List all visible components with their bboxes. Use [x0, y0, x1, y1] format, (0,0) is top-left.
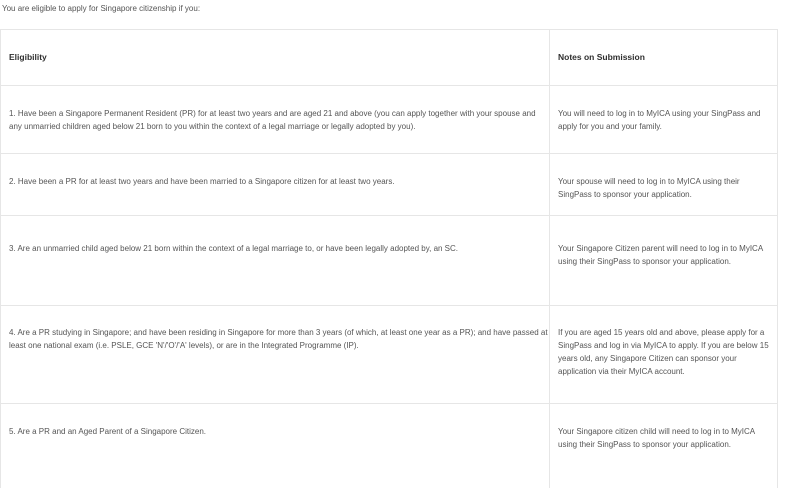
table-border-left: [0, 29, 1, 488]
row-2-eligibility: 2. Have been a PR for at least two years and have been married to a Singapore citizen for at least two years.: [9, 177, 395, 186]
row-4-notes: If you are aged 15 years old and above, please apply for a SingPass and log in via MyICA to apply. If you are below 15 years old, any Singapore Citizen can sponsor your application via their MyICA account.: [558, 328, 769, 376]
row-3-notes: Your Singapore Citizen parent will need to log in to MyICA using their SingPass to sponsor your application.: [558, 244, 763, 266]
row-divider: [0, 215, 778, 216]
row-divider: [0, 403, 778, 404]
intro-text: You are eligible to apply for Singapore citizenship if you:: [2, 4, 201, 13]
column-divider: [549, 29, 550, 488]
row-5-notes: Your Singapore citizen child will need to log in to MyICA using their SingPass to sponsor your application.: [558, 427, 755, 449]
row-1-notes: You will need to log in to MyICA using your SingPass and apply for you and your family.: [558, 109, 761, 131]
eligibility-table: [0, 29, 778, 488]
row-5-eligibility: 5. Are a PR and an Aged Parent of a Singapore Citizen.: [9, 427, 207, 436]
header-notes: Notes on Submission: [558, 52, 645, 62]
row-divider: [0, 153, 778, 154]
row-1-eligibility: 1. Have been a Singapore Permanent Resident (PR) for at least two years and are aged 21 and above (you can apply together with your spouse and any unmarried children aged below 21 born to you within the context of a legal marriage or legally adopted by you).: [9, 109, 536, 131]
header-eligibility: Eligibility: [9, 52, 47, 62]
row-3-eligibility: 3. Are an unmarried child aged below 21 born within the context of a legal marriage to, or have been legally adopted by, an SC.: [9, 244, 459, 253]
table-border-right: [777, 29, 778, 488]
row-4-eligibility: 4. Are a PR studying in Singapore; and have been residing in Singapore for more than 3 years (of which, at least one year as a PR); and have passed at least one national exam (i.e. PSLE, GCE 'N'/'O'/'A' levels), or are in the Integrated Programme (IP).: [9, 328, 548, 350]
row-2-notes: Your spouse will need to log in to MyICA using their SingPass to sponsor your application.: [558, 177, 740, 199]
row-divider: [0, 85, 778, 86]
table-border-top: [0, 29, 778, 30]
row-divider: [0, 305, 778, 306]
